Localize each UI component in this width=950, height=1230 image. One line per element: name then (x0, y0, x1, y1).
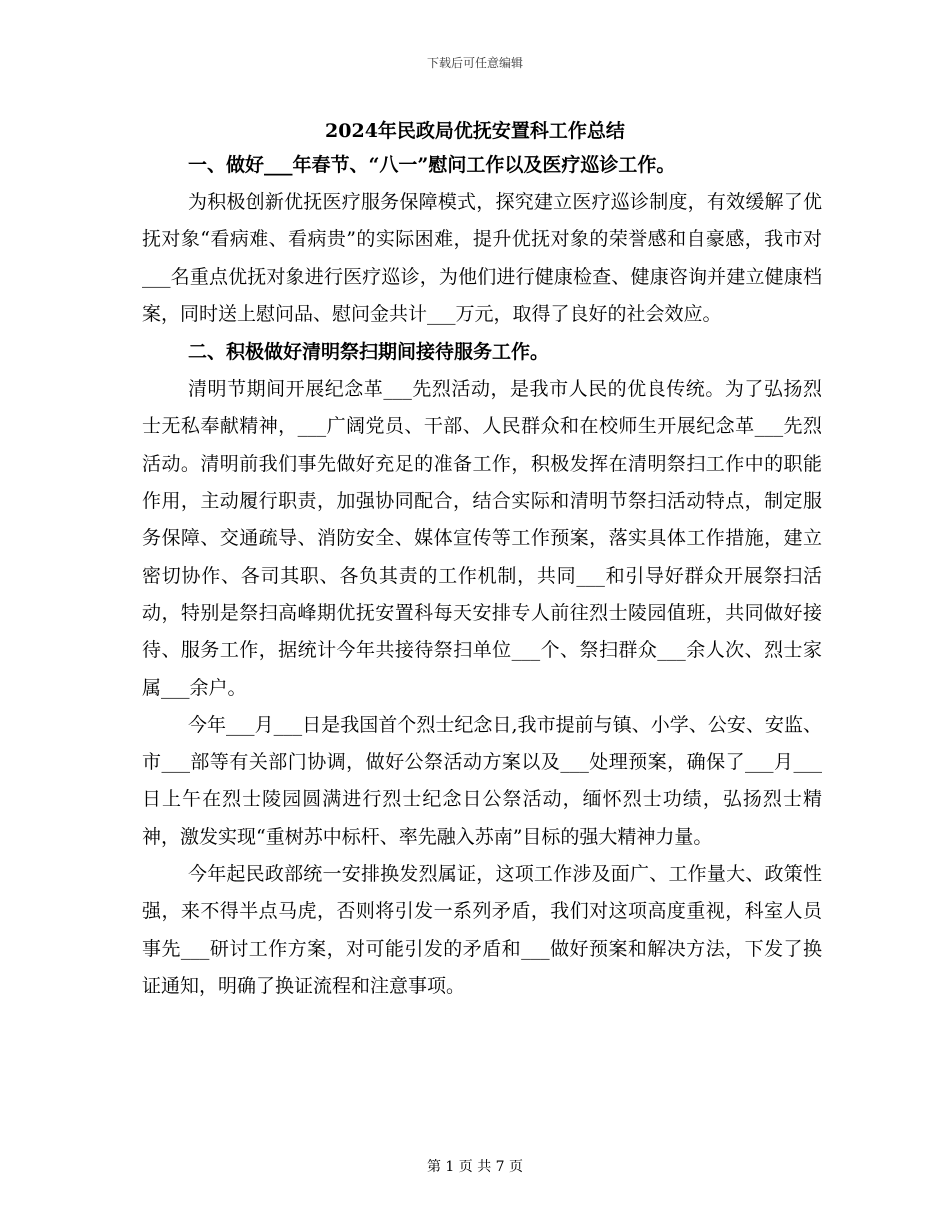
paragraph-2: 清明节期间开展纪念革___先烈活动，是我市人民的优良传统。为了弘扬烈士无私奉献精神，___广阔党员、干部、人民群众和在校师生开展纪念革___先烈活动。清明前我们事先做好充足的准备工作，积极发挥在清明祭扫工作中的职能作用，主动履行职责，加强协同配合，结合实际和清明节祭扫活动特点，制定服务保障、交通疏导、消防安全、媒体宣传等工作预案，落实具体工作措施，建立密切协作、各司其职、各负其责的工作机制，共同___和引导好群众开展祭扫活动，特别是祭扫高峰期优抚安置科每天安排专人前往烈士陵园值班，共同做好接待、服务工作，据统计今年共接待祭扫单位___个、祭扫群众___余人次、烈士家属___余户。 (142, 378, 822, 699)
section-heading-2: 二、积极做好清明祭扫期间接待服务工作。 (188, 341, 550, 364)
section-heading-1: 一、做好___年春节、“八一”慰问工作以及医疗巡诊工作。 (188, 154, 676, 176)
document-title: 2024年民政局优抚安置科工作总结 (325, 120, 625, 142)
page-header: 下载后可任意编辑 (426, 56, 523, 70)
paragraph-1: 为积极创新优抚医疗服务保障模式，探究建立医疗巡诊制度，有效缓解了优抚对象“看病难、看病贵”的实际困难，提升优抚对象的荣誉感和自豪感，我市对___名重点优抚对象进行医疗巡诊，为他们进行健康检查、健康咨询并建立健康档案，同时送上慰问品、慰问金共计___万元，取得了良好的社会效应。 (142, 191, 822, 325)
document-body (142, 146, 822, 1005)
paragraph-3: 今年___月___日是我国首个烈士纪念日,我市提前与镇、小学、公安、安监、市___部等有关部门协调，做好公祭活动方案以及___处理预案，确保了___月___日上午在烈士陵园圆满进行烈士纪念日公祭活动，缅怀烈士功绩，弘扬烈士精神，激发实现“重树苏中标杆、率先融入苏南”目标的强大精神力量。 (142, 713, 822, 848)
page-footer: 第 1 页 共 7 页 (426, 1159, 524, 1175)
paragraph-4: 今年起民政部统一安排换发烈属证，这项工作涉及面广、工作量大、政策性强，来不得半点马虎，否则将引发一系列矛盾，我们对这项高度重视，科室人员事先___研讨工作方案，对可能引发的矛盾和___做好预案和解决方法，下发了换证通知，明确了换证流程和注意事项。 (142, 863, 822, 997)
